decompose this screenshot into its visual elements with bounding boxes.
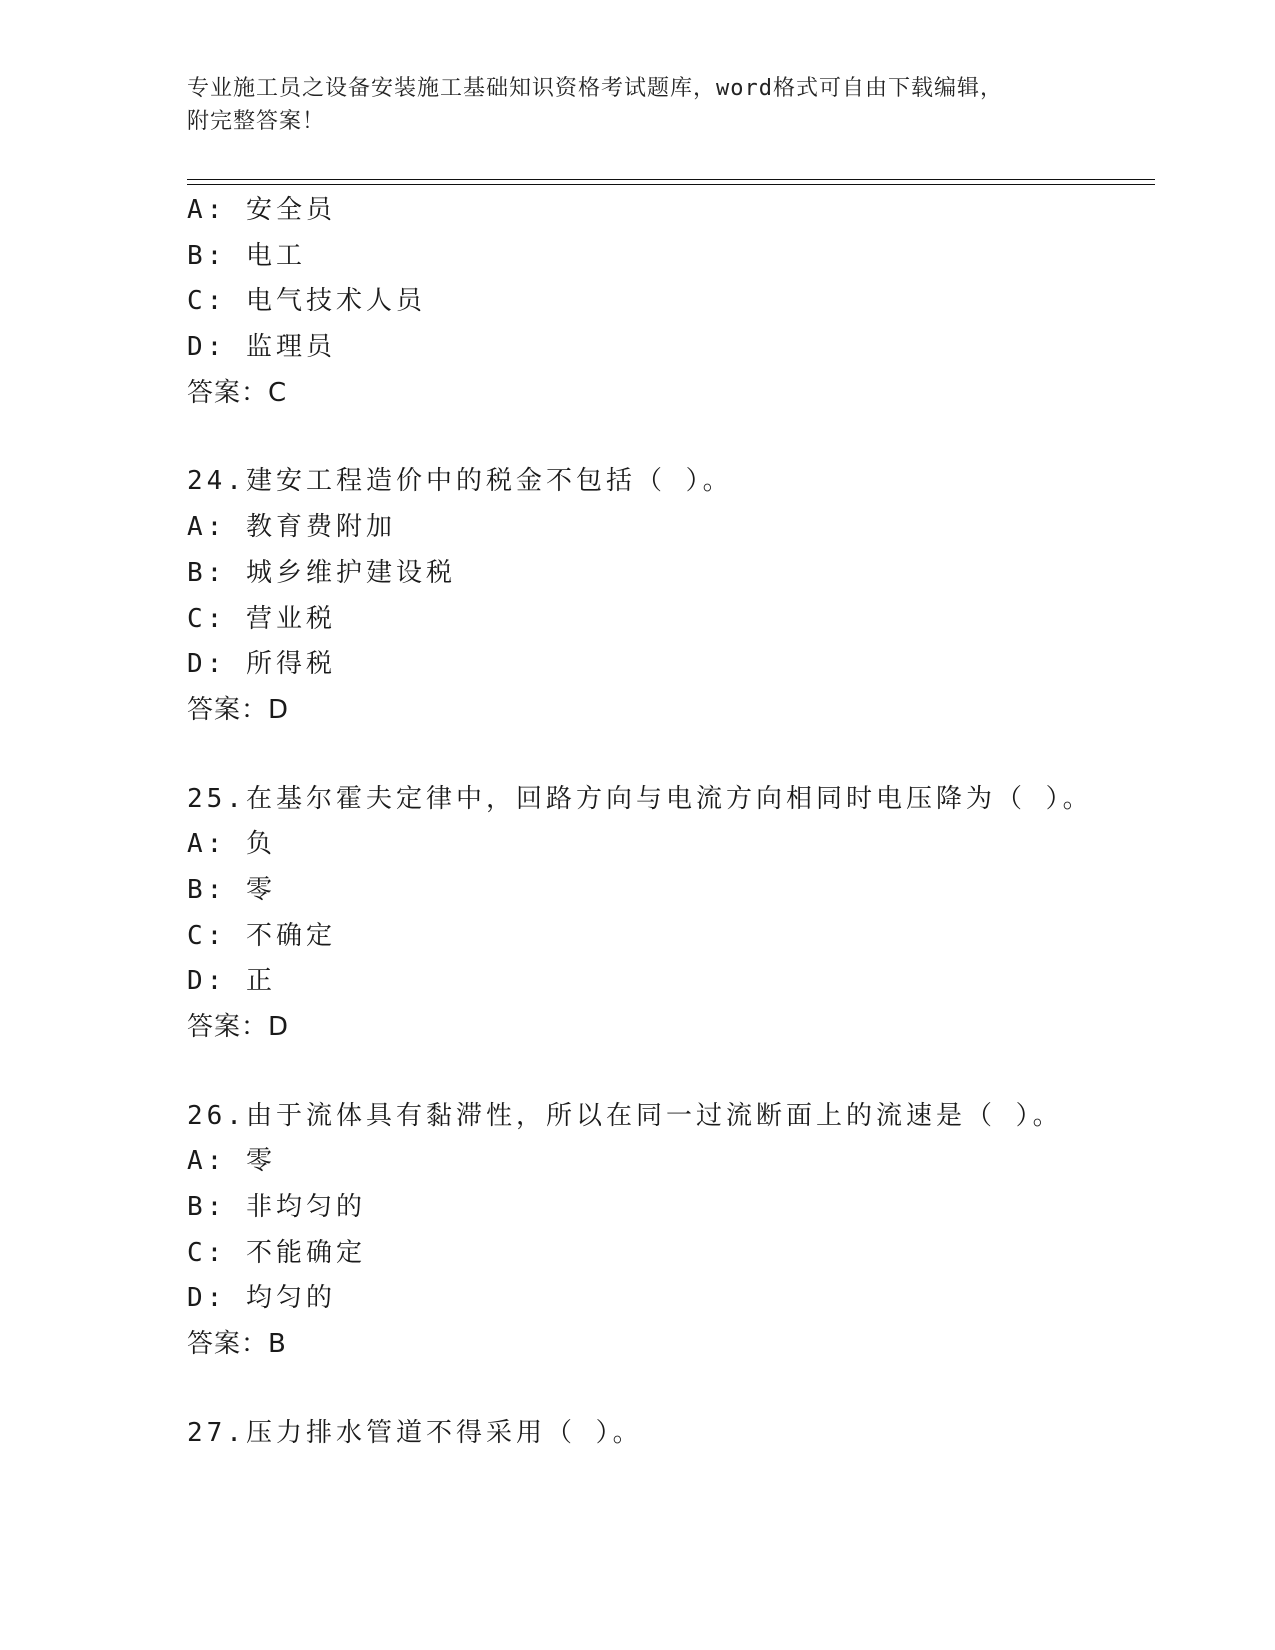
option-b: B: 非均匀的 <box>187 1192 366 1223</box>
answer-line: 答案：C <box>187 377 288 408</box>
header-line-2: 附完整答案！ <box>187 109 326 134</box>
spacer <box>187 734 1155 777</box>
question-stem: 25.在基尔霍夫定律中，回路方向与电流方向相同时电压降为（ ）。 <box>187 783 1093 814</box>
option-a: A: 零 <box>187 1146 276 1177</box>
spacer <box>187 416 1155 459</box>
question-25 <box>187 777 1155 1051</box>
question-stem: 24.建安工程造价中的税金不包括（ ）。 <box>187 466 733 497</box>
header-divider-top <box>187 179 1155 180</box>
option-b: B: 城乡维护建设税 <box>187 557 456 588</box>
option-b: B: 电工 <box>187 240 306 271</box>
document-header <box>187 72 1067 138</box>
option-a: A: 安全员 <box>187 195 336 225</box>
option-a: A: 负 <box>187 829 276 860</box>
option-c: C: 电气技术人员 <box>187 286 426 317</box>
answer-line: 答案：B <box>187 1329 287 1360</box>
question-26 <box>187 1094 1155 1368</box>
option-d: D: 均匀的 <box>187 1283 336 1314</box>
spacer <box>187 1051 1155 1094</box>
header-divider-bottom <box>187 184 1155 185</box>
option-d: D: 所得税 <box>187 649 336 680</box>
option-c: C: 营业税 <box>187 603 336 634</box>
question-list <box>187 188 1155 1457</box>
option-c: C: 不能确定 <box>187 1237 366 1268</box>
option-d: D: 监理员 <box>187 332 336 363</box>
question-24 <box>187 459 1155 733</box>
question-stem: 27.压力排水管道不得采用（ ）。 <box>187 1417 643 1448</box>
question-27 <box>187 1411 1155 1457</box>
question-stem: 26.由于流体具有黏滞性，所以在同一过流断面上的流速是（ ）。 <box>187 1100 1063 1131</box>
option-b: B: 零 <box>187 874 276 905</box>
question-23-continuation <box>187 188 1155 416</box>
option-a: A: 教育费附加 <box>187 512 396 543</box>
header-line-1: 专业施工员之设备安装施工基础知识资格考试题库，word格式可自由下载编辑， <box>187 76 1003 101</box>
answer-line: 答案：D <box>187 1012 290 1042</box>
option-d: D: 正 <box>187 966 276 997</box>
spacer <box>187 1368 1155 1411</box>
answer-line: 答案：D <box>187 694 290 725</box>
option-c: C: 不确定 <box>187 920 336 951</box>
